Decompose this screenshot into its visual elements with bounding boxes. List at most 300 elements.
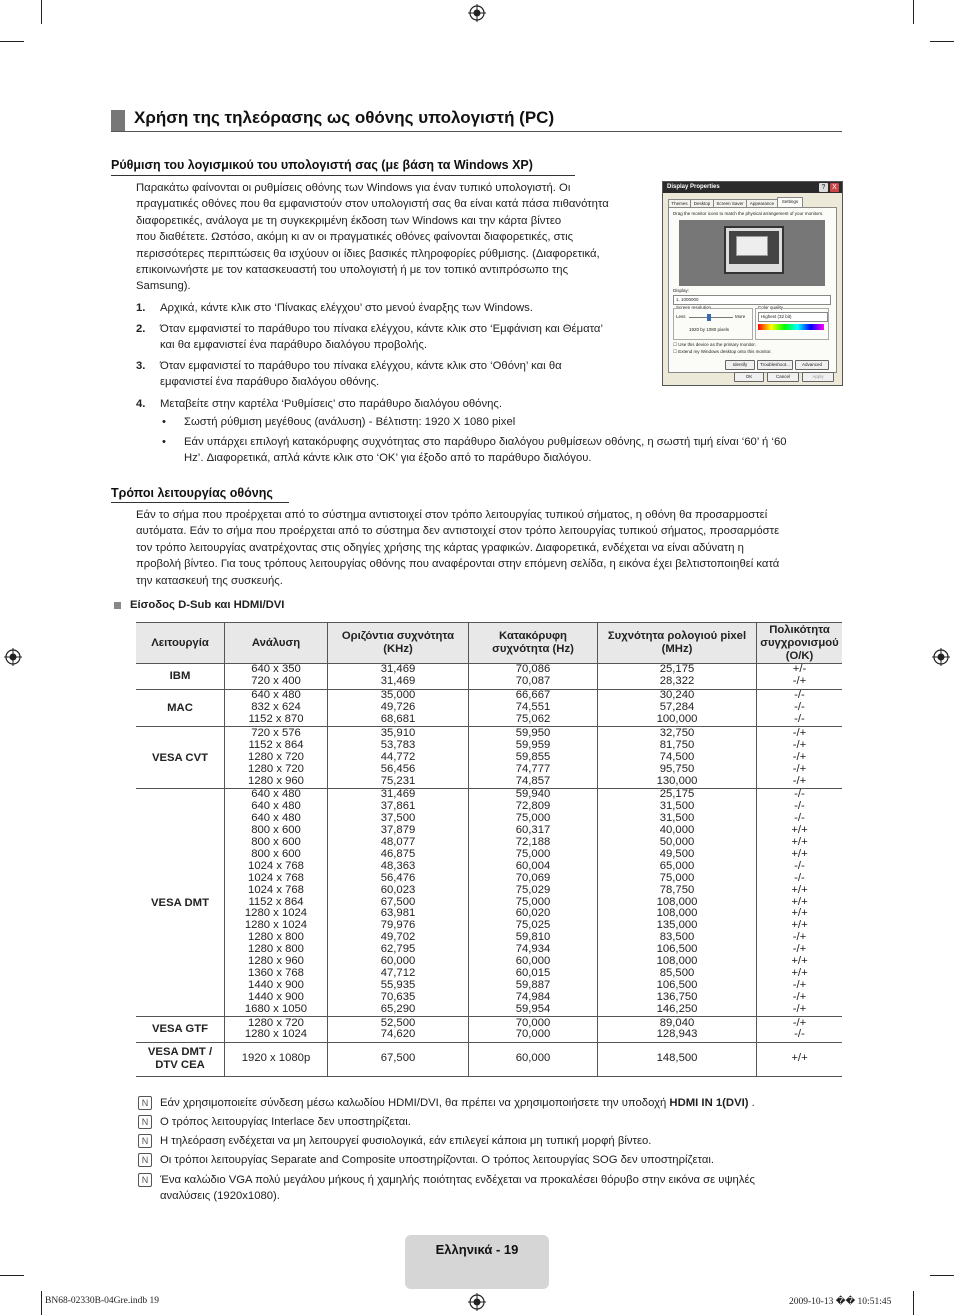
resolution-cell — [225, 727, 328, 789]
primary-monitor-checkbox[interactable]: ☐ Use this device as the primary monitor. — [673, 342, 756, 347]
modes-section-title: Τρόποι λειτουργίας οθόνης — [111, 486, 273, 500]
display-modes-table — [136, 622, 842, 1077]
table-cell-value: 108,000 — [656, 955, 698, 968]
note-emphasis: HDMI IN 1(DVI) — [669, 1097, 749, 1109]
resolution-slider[interactable] — [689, 317, 733, 318]
tab-settings[interactable]: Settings — [777, 197, 803, 208]
vertical-frequency-cell — [469, 1017, 598, 1043]
note-text: . — [748, 1097, 755, 1109]
horizontal-frequency-cell — [328, 788, 469, 1016]
table-cell-value: 1280 x 720 — [248, 1016, 304, 1029]
table-cell-value: 72,188 — [515, 836, 551, 849]
crop-mark — [930, 1275, 954, 1276]
table-cell-value: 1280 x 720 — [248, 750, 304, 763]
mode-cell: VESA GTF — [136, 1017, 225, 1043]
bullet-icon: • — [162, 416, 166, 428]
table-cell-value: 62,795 — [380, 943, 416, 956]
table-cell-value: 47,712 — [380, 967, 416, 980]
table-cell-value: +/+ — [791, 895, 808, 908]
step-number: 1. — [136, 302, 146, 314]
table-cell-value: +/+ — [791, 847, 808, 860]
table-cell-value: 44,772 — [380, 750, 416, 763]
table-cell-value: 128,943 — [656, 1028, 698, 1041]
table-cell-value: 37,861 — [380, 800, 416, 813]
table-cell-value: 56,456 — [380, 762, 416, 775]
table-cell-value: -/+ — [792, 774, 807, 787]
table-cell-value: 148,500 — [656, 1052, 698, 1065]
mode-cell: VESA DMT / DTV CEA — [136, 1042, 225, 1076]
table-cell-value: 56,476 — [380, 871, 416, 884]
crop-mark — [930, 41, 954, 42]
table-cell-value: +/+ — [791, 1052, 808, 1065]
col-header: Ανάλυση — [225, 623, 328, 664]
tab-appearance[interactable]: Appearance — [746, 199, 778, 208]
bullet-text: Εάν υπάρχει επιλογή κατακόρυφης συχνότητας στο παράθυρο διαλόγου ρυθμίσεων οθόνης, η σωστή τιμή είναι ‘60’ ή ‘60 — [184, 436, 787, 448]
less-label: Less — [676, 314, 686, 319]
table-cell-value: +/+ — [791, 883, 808, 896]
table-cell-value: 49,702 — [380, 931, 416, 944]
table-cell-value: -/+ — [792, 675, 807, 688]
table-cell-value: 74,551 — [515, 701, 551, 714]
table-cell-value: 108,000 — [656, 895, 698, 908]
table-cell-value: -/+ — [792, 762, 807, 775]
col-header: Συχνότητα ρολογιού pixel (MHz) — [598, 623, 757, 664]
tab-screen-saver[interactable]: Screen Saver — [713, 199, 747, 208]
intro-line: πραγματικές οθόνες που θα εμφανιστούν στον υπολογιστή σας θα είναι κατά πάσα πιθανότητα — [136, 198, 609, 211]
display-label: Display: — [673, 288, 690, 293]
table-cell-value: 79,976 — [380, 919, 416, 932]
registration-mark-icon — [932, 648, 950, 666]
note-icon: N — [138, 1153, 152, 1167]
table-cell-value: 30,240 — [659, 689, 695, 702]
advanced-button[interactable]: Advanced — [795, 360, 829, 370]
table-cell-value: -/+ — [792, 931, 807, 944]
table-cell-value: 640 x 480 — [251, 788, 301, 801]
intro-paragraph — [136, 180, 642, 295]
col-header: Πολικότητα συγχρονισμού (Ο/Κ) — [757, 623, 843, 664]
vertical-frequency-cell — [469, 664, 598, 690]
modes-line: αυτόματα. Εάν το σήμα που προέρχεται από το σύστημα δεν αντιστοιχεί στον τρόπο λειτουργίας τυπικού σήματος, προσαρμόστε — [136, 525, 780, 538]
note-icon: N — [138, 1134, 152, 1148]
settings-panel — [668, 207, 837, 373]
table-cell-value: -/- — [794, 812, 805, 825]
table-cell-value: 37,879 — [380, 824, 416, 837]
bullet-text: Σωστή ρύθμιση μεγέθους (ανάλυση) - Βέλτιστη: 1920 X 1080 pixel — [184, 416, 516, 428]
col-header: Λειτουργία — [136, 623, 225, 664]
slider-handle[interactable] — [707, 314, 711, 321]
cancel-button[interactable]: Cancel — [767, 372, 799, 382]
modes-line: προβολή βίντεο. Για τους τρόπους λειτουργίας οθόνης που αναφέρονται στην επόμενη σελίδα, η εικόνα έχει βελτιστοποιηθεί κατά — [136, 558, 780, 571]
step-number: 4. — [136, 398, 146, 410]
vertical-frequency-cell — [469, 727, 598, 789]
crop-mark — [0, 41, 24, 42]
step-text: Όταν εμφανιστεί το παράθυρο του πίνακα ελέγχου, κάντε κλικ στο ‘Οθόνη’ και θα — [160, 360, 562, 372]
pixel-clock-cell — [598, 788, 757, 1016]
table-cell-value: -/- — [794, 788, 805, 801]
table-cell-value: 59,855 — [515, 750, 551, 763]
print-timestamp: 2009-10-13 �� 10:51:45 — [789, 1297, 892, 1307]
pixel-clock-cell — [598, 727, 757, 789]
table-cell-value: 60,015 — [515, 967, 551, 980]
tab-desktop[interactable]: Desktop — [690, 199, 714, 208]
table-cell-value: 1280 x 1024 — [244, 907, 308, 920]
table-cell-value: 1024 x 768 — [248, 883, 304, 896]
pixel-clock-cell — [598, 664, 757, 690]
table-cell-value: 74,777 — [515, 762, 551, 775]
file-info: BN68-02330B-04Gre.indb 19 — [45, 1296, 159, 1306]
mode-cell: IBM — [136, 664, 225, 690]
sync-polarity-cell — [757, 689, 843, 727]
bullet-text: Hz’. Διαφορετικά, απλά κάντε κλικ στο ‘OK’ για έξοδο από το παράθυρο διαλόγου. — [184, 452, 592, 465]
table-cell-value: 1280 x 960 — [248, 955, 304, 968]
intro-line: Samsung). — [136, 280, 191, 293]
subsection-underline — [111, 175, 575, 176]
table-cell-value: -/+ — [792, 750, 807, 763]
table-cell-value: 74,620 — [380, 1028, 416, 1041]
table-cell-value: -/+ — [792, 738, 807, 751]
modes-line: την κατασκευή της συσκευής. — [136, 574, 283, 587]
pixel-clock-cell — [598, 1017, 757, 1043]
table-cell-value: 59,810 — [515, 931, 551, 944]
table-cell-value: 50,000 — [659, 836, 695, 849]
resolution-cell — [225, 664, 328, 690]
table-cell-value: 31,500 — [659, 812, 695, 825]
table-cell-value: 67,500 — [380, 895, 416, 908]
table-cell-value: 75,029 — [515, 883, 551, 896]
table-cell-value: 60,023 — [380, 883, 416, 896]
table-cell-value: -/+ — [792, 1016, 807, 1029]
modes-line: Εάν το σήμα που προέρχεται από το σύστημα αντιστοιχεί στον τρόπο λειτουργίας τυπικού σήματος, η οθόνη θα προσαρμοστεί — [136, 509, 768, 521]
crop-mark — [0, 1275, 24, 1276]
resolution-value: 1920 by 1080 pixels — [689, 327, 730, 332]
title-divider — [111, 131, 842, 132]
table-cell-value: 60,004 — [515, 859, 551, 872]
table-cell-value: 106,500 — [656, 943, 698, 956]
col-header: Κατακόρυφη συχνότητα (Hz) — [469, 623, 598, 664]
checkbox-label: Use this device as the primary monitor. — [678, 342, 756, 347]
help-button[interactable]: ? — [819, 183, 828, 192]
table-cell-value: 640 x 480 — [251, 800, 301, 813]
display-properties-dialog — [662, 181, 843, 386]
table-cell-value: 60,000 — [515, 1052, 551, 1065]
intro-line: επικοινωνήστε με τον κατασκευαστή του υπολογιστή ή με τον τοπικό αντιπρόσωπο της — [136, 264, 569, 277]
table-cell-value: -/+ — [792, 726, 807, 739]
table-cell-value: 72,809 — [515, 800, 551, 813]
table-cell-value: 70,000 — [515, 1028, 551, 1041]
modes-line: τον τρόπο λειτουργίας ανατρέχοντας στις οδηγίες χρήσης της κάρτας γραφικών. Διαφορετικά, ενδέχεται να είναι αδύνατη η — [136, 541, 744, 554]
resolution-group — [673, 308, 753, 340]
table-cell-value: 31,500 — [659, 800, 695, 813]
table-row — [136, 727, 842, 789]
table-cell-value: 1440 x 900 — [248, 990, 304, 1003]
table-cell-value: 1680 x 1050 — [244, 1002, 308, 1015]
table-cell-value: 60,000 — [380, 955, 416, 968]
pixel-clock-cell — [598, 1042, 757, 1076]
input-heading — [114, 599, 284, 611]
table-cell-value: 75,000 — [659, 871, 695, 884]
square-bullet-icon — [114, 602, 121, 609]
table-cell-value: 640 x 480 — [251, 689, 301, 702]
registration-mark-icon — [4, 648, 22, 666]
table-cell-value: -/- — [794, 859, 805, 872]
monitor-arrangement — [679, 220, 825, 286]
table-row — [136, 689, 842, 727]
table-cell-value: 59,887 — [515, 978, 551, 991]
table-cell-value: 65,000 — [659, 859, 695, 872]
table-cell-value: 75,000 — [515, 812, 551, 825]
table-cell-value: +/+ — [791, 836, 808, 849]
table-cell-value: -/- — [794, 800, 805, 813]
table-cell-value: +/+ — [791, 824, 808, 837]
table-cell-value: 53,783 — [380, 738, 416, 751]
table-cell-value: +/+ — [791, 919, 808, 932]
bullet-icon: • — [162, 436, 166, 448]
table-header-row — [136, 623, 842, 664]
table-cell-value: 55,935 — [380, 978, 416, 991]
color-quality-label: Color quality — [758, 305, 784, 310]
table-cell-value: -/+ — [792, 1002, 807, 1015]
step-text: Όταν εμφανιστεί το παράθυρο του πίνακα ελέγχου, κάντε κλικ στο ‘Εμφάνιση και Θέματα’ — [160, 323, 603, 335]
table-cell-value: 37,500 — [380, 812, 416, 825]
table-cell-value: 59,959 — [515, 738, 551, 751]
table-cell-value: -/+ — [792, 990, 807, 1003]
mode-cell: VESA CVT — [136, 727, 225, 789]
table-cell-value: 70,086 — [515, 663, 551, 676]
table-cell-value: -/- — [794, 1028, 805, 1041]
table-cell-value: 75,062 — [515, 713, 551, 726]
step-text: εμφανιστεί ένα παράθυρο διαλόγου οθόνης. — [160, 376, 380, 389]
note-icon: N — [138, 1115, 152, 1129]
table-cell-value: 59,940 — [515, 788, 551, 801]
close-button[interactable]: X — [830, 183, 839, 192]
table-row — [136, 1042, 842, 1076]
note-icon: N — [138, 1173, 152, 1187]
note-text: Ένα καλώδιο VGA πολύ μεγάλου μήκους ή χαμηλής ποιότητας ενδέχεται να προκαλέσει θόρυβο στην εικόνα σε υψηλές — [160, 1174, 755, 1186]
table-cell-value: 640 x 480 — [251, 812, 301, 825]
table-cell-value: 100,000 — [656, 713, 698, 726]
table-cell-value: 106,500 — [656, 978, 698, 991]
modes-title-underline — [111, 502, 289, 503]
intro-line: που διαθέτετε. Ωστόσο, ακόμη κι αν οι πραγματικές οθόνες φαίνονται διαφορετικές, στις — [136, 231, 574, 244]
table-cell-value: -/- — [794, 701, 805, 714]
table-cell-value: 85,500 — [659, 967, 695, 980]
table-cell-value: 70,087 — [515, 675, 551, 688]
modes-paragraph — [136, 507, 836, 589]
apply-button[interactable]: Apply — [802, 372, 834, 382]
table-cell-value: 83,500 — [659, 931, 695, 944]
table-cell-value: +/+ — [791, 967, 808, 980]
table-cell-value: 25,175 — [659, 788, 695, 801]
table-cell-value: 95,750 — [659, 762, 695, 775]
table-cell-value: 1024 x 768 — [248, 859, 304, 872]
table-cell-value: 78,750 — [659, 883, 695, 896]
table-cell-value: 66,667 — [515, 689, 551, 702]
table-cell-value: 59,954 — [515, 1002, 551, 1015]
table-cell-value: 1280 x 800 — [248, 931, 304, 944]
table-cell-value: 60,020 — [515, 907, 551, 920]
table-cell-value: 59,950 — [515, 726, 551, 739]
table-cell-value: 146,250 — [656, 1002, 698, 1015]
table-cell-value: 70,000 — [515, 1016, 551, 1029]
step-text: Μεταβείτε στην καρτέλα ‘Ρυθμίσεις’ στο παράθυρο διαλόγου οθόνης. — [160, 398, 502, 410]
table-cell-value: 135,000 — [656, 919, 698, 932]
table-cell-value: 31,469 — [380, 663, 416, 676]
page-number: Ελληνικά - 19 — [435, 1242, 519, 1257]
table-cell-value: 70,069 — [515, 871, 551, 884]
table-row — [136, 1017, 842, 1043]
horizontal-frequency-cell — [328, 1042, 469, 1076]
table-cell-value: 75,000 — [515, 847, 551, 860]
resolution-label: Screen resolution — [676, 305, 712, 310]
table-cell-value: +/+ — [791, 955, 808, 968]
horizontal-frequency-cell — [328, 727, 469, 789]
table-cell-value: -/- — [794, 689, 805, 702]
vertical-frequency-cell — [469, 689, 598, 727]
monitor-icon[interactable] — [724, 226, 784, 274]
table-cell-value: 46,875 — [380, 847, 416, 860]
table-cell-value: -/- — [794, 713, 805, 726]
crop-mark — [913, 0, 914, 24]
col-header: Οριζόντια συχνότητα (KHz) — [328, 623, 469, 664]
table-cell-value: 67,500 — [380, 1052, 416, 1065]
note-text: Εάν χρησιμοποιείτε σύνδεση μέσω καλωδίου HDMI/DVI, θα πρέπει να χρησιμοποιήσετε την υποδοχή — [160, 1097, 670, 1109]
identify-button[interactable]: Identify — [725, 360, 755, 370]
table-cell-value: 32,750 — [659, 726, 695, 739]
horizontal-frequency-cell — [328, 689, 469, 727]
registration-mark-icon — [468, 1293, 486, 1311]
table-cell-value: 49,500 — [659, 847, 695, 860]
table-cell-value: 1024 x 768 — [248, 871, 304, 884]
section-marker — [111, 110, 125, 132]
note-text: Ο τρόπος λειτουργίας Interlace δεν υποστηρίζεται. — [160, 1116, 411, 1128]
table-cell-value: 800 x 600 — [251, 836, 301, 849]
table-cell-value: 1152 x 864 — [248, 738, 304, 751]
sync-polarity-cell — [757, 1017, 843, 1043]
troubleshoot-button[interactable]: Troubleshoot... — [757, 360, 793, 370]
table-cell-value: 60,317 — [515, 824, 551, 837]
intro-line: Παρακάτω φαίνονται οι ρυθμίσεις οθόνης των Windows για έναν τυπικό υπολογιστή. Οι — [136, 182, 571, 194]
table-cell-value: 40,000 — [659, 824, 695, 837]
horizontal-frequency-cell — [328, 664, 469, 690]
dialog-instruction: Drag the monitor icons to match the physical arrangement of your monitors. — [673, 211, 824, 216]
dialog-title: Display Properties — [667, 184, 720, 190]
step-text: και θα εμφανιστεί ένα παράθυρο διαλόγου προβολής. — [160, 339, 428, 352]
ok-button[interactable]: OK — [734, 372, 764, 382]
table-cell-value: 35,000 — [380, 689, 416, 702]
color-bar — [758, 324, 824, 330]
table-cell-value: +/- — [792, 663, 807, 676]
table-cell-value: 136,750 — [656, 990, 698, 1003]
table-cell-value: 1920 x 1080p — [241, 1052, 311, 1065]
sync-polarity-cell — [757, 664, 843, 690]
vertical-frequency-cell — [469, 788, 598, 1016]
crop-mark — [41, 1291, 42, 1315]
input-label: Είσοδος D-Sub και HDMI/DVI — [130, 599, 285, 611]
table-cell-value: 52,500 — [380, 1016, 416, 1029]
table-cell-value: 1280 x 1024 — [244, 1028, 308, 1041]
table-cell-value: 74,934 — [515, 943, 551, 956]
dialog-title-bar — [663, 182, 842, 193]
table-cell-value: 720 x 400 — [251, 675, 301, 688]
table-cell-value: 31,469 — [380, 788, 416, 801]
table-cell-value: 57,284 — [659, 701, 695, 714]
registration-mark-icon — [468, 4, 486, 22]
table-cell-value: 70,635 — [380, 990, 416, 1003]
table-cell-value: 130,000 — [656, 774, 698, 787]
table-cell-value: 832 x 624 — [251, 701, 301, 714]
table-cell-value: 74,500 — [659, 750, 695, 763]
table-cell-value: 108,000 — [656, 907, 698, 920]
table-cell-value: 81,750 — [659, 738, 695, 751]
more-label: More — [735, 314, 746, 319]
table-cell-value: 63,981 — [380, 907, 416, 920]
crop-mark — [913, 1291, 914, 1315]
sync-polarity-cell — [757, 788, 843, 1016]
table-cell-value: 1280 x 960 — [248, 774, 304, 787]
table-cell-value: 1440 x 900 — [248, 978, 304, 991]
table-cell-value: 1280 x 800 — [248, 943, 304, 956]
table-cell-value: -/- — [794, 871, 805, 884]
step-number: 2. — [136, 323, 146, 335]
table-cell-value: 25,175 — [659, 663, 695, 676]
table-cell-value: 720 x 576 — [251, 726, 301, 739]
vertical-frequency-cell — [469, 1042, 598, 1076]
extend-desktop-checkbox[interactable]: ☐ Extend my Windows desktop onto this monitor. — [673, 349, 772, 354]
step-number: 3. — [136, 360, 146, 372]
table-cell-value: 68,681 — [380, 713, 416, 726]
intro-line: διαφορετικές, ανάλογα με τη συγκεκριμένη έκδοση των Windows και την κάρτα βίντεο — [136, 214, 562, 227]
mode-cell: MAC — [136, 689, 225, 727]
resolution-cell — [225, 788, 328, 1016]
table-cell-value: 28,322 — [659, 675, 695, 688]
horizontal-frequency-cell — [328, 1017, 469, 1043]
table-cell-value: 1280 x 720 — [248, 762, 304, 775]
sync-polarity-cell — [757, 1042, 843, 1076]
sync-polarity-cell — [757, 727, 843, 789]
table-cell-value: 1360 x 768 — [248, 967, 304, 980]
table-cell-value: 800 x 600 — [251, 847, 301, 860]
pixel-clock-cell — [598, 689, 757, 727]
table-cell-value: -/+ — [792, 943, 807, 956]
table-cell-value: 1152 x 870 — [248, 713, 304, 726]
resolution-cell — [225, 689, 328, 727]
table-cell-value: 1152 x 864 — [248, 895, 304, 908]
table-cell-value: 49,726 — [380, 701, 416, 714]
mode-cell: VESA DMT — [136, 788, 225, 1016]
table-row — [136, 788, 842, 1016]
table-cell-value: 31,469 — [380, 675, 416, 688]
note-text: αναλύσεις (1920x1080). — [160, 1190, 280, 1203]
table-cell-value: 800 x 600 — [251, 824, 301, 837]
table-cell-value: 48,363 — [380, 859, 416, 872]
table-cell-value: 35,910 — [380, 726, 416, 739]
display-select[interactable]: 1. 1000000 — [673, 295, 831, 305]
color-quality-select[interactable]: Highest (32 bit) — [758, 312, 828, 322]
note-text: Οι τρόποι λειτουργίας Separate and Composite υποστηρίζονται. Ο τρόπος λειτουργίας SOG δεν υποστηρίζεται. — [160, 1154, 715, 1166]
step-text: Αρχικά, κάντε κλικ στο ‘Πίνακας ελέγχου’ στο μενού έναρξης των Windows. — [160, 302, 533, 314]
table-cell-value: 60,000 — [515, 955, 551, 968]
table-row — [136, 664, 842, 690]
table-cell-value: 75,025 — [515, 919, 551, 932]
table-cell-value: 75,000 — [515, 895, 551, 908]
table-cell-value: 640 x 350 — [251, 663, 301, 676]
note-text: Η τηλεόραση ενδέχεται να μη λειτουργεί φυσιολογικά, εάν επιλεγεί κάποια μη τυπική μορφή βίντεο. — [160, 1135, 652, 1147]
table-cell-value: 75,231 — [380, 774, 416, 787]
tab-themes[interactable]: Themes — [668, 199, 691, 208]
checkbox-label: Extend my Windows desktop onto this monitor. — [678, 349, 772, 354]
table-cell-value: 65,290 — [380, 1002, 416, 1015]
table-cell-value: 1280 x 1024 — [244, 919, 308, 932]
